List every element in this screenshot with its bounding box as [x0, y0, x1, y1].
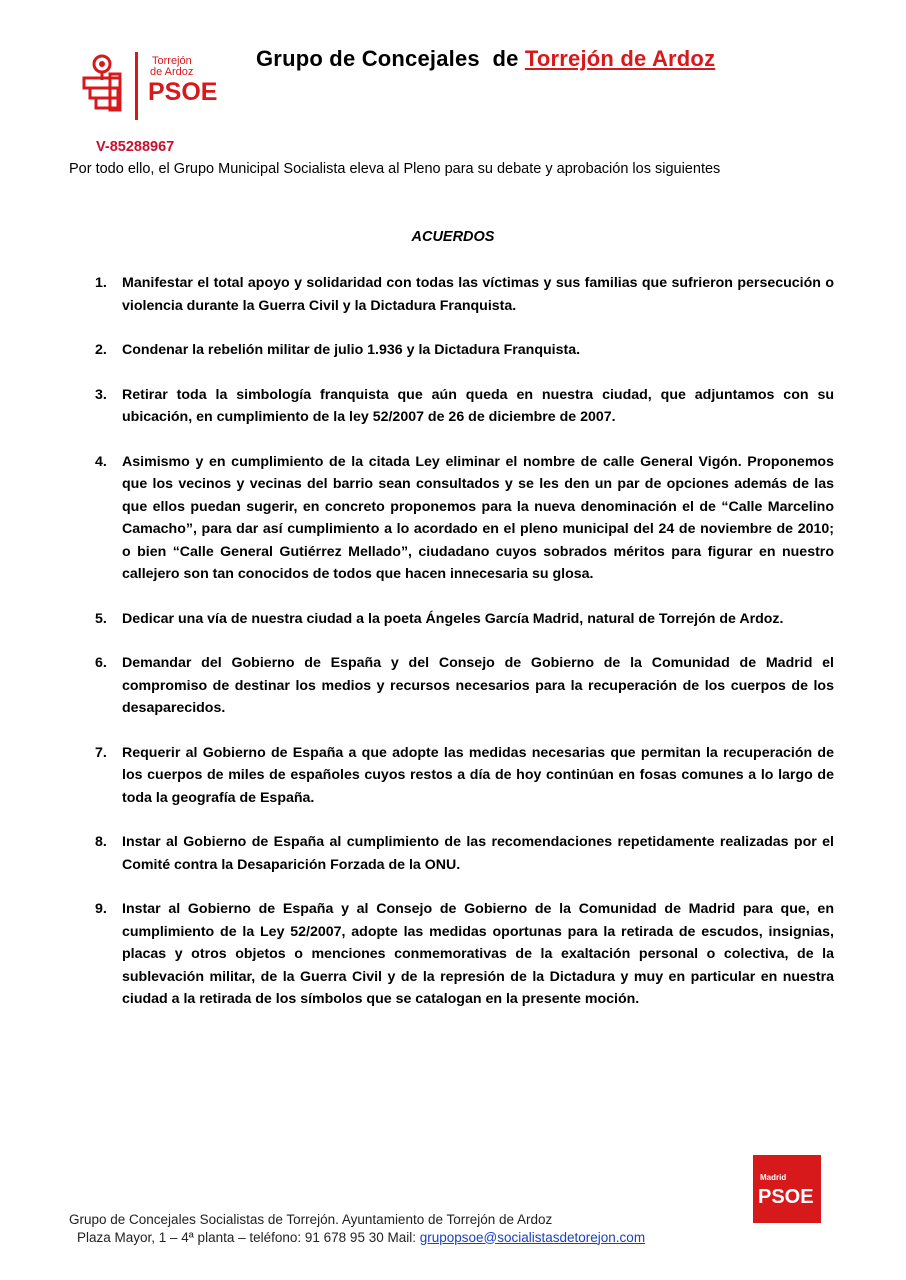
- agreement-text: Condenar la rebelión militar de julio 1.936 y la Dictadura Franquista.: [122, 342, 581, 358]
- bottom-logo-region: Madrid: [760, 1173, 787, 1182]
- agreement-item: [95, 831, 834, 876]
- footer-line2: [69, 1229, 645, 1247]
- agreement-item: [95, 742, 834, 810]
- agreement-number: 6.: [95, 655, 107, 671]
- agreement-item: [95, 608, 834, 631]
- psoe-madrid-logo: [753, 1155, 821, 1223]
- agreement-text: Dedicar una vía de nuestra ciudad a la poeta Ángeles García Madrid, natural de Torrejón de Ardoz.: [122, 610, 784, 627]
- fist-rose-icon: [84, 56, 120, 110]
- agreement-item: [95, 384, 834, 429]
- agreement-item: [95, 451, 834, 586]
- footer-line1: Grupo de Concejales Socialistas de Torrejón. Ayuntamiento de Torrejón de Ardoz: [69, 1212, 553, 1227]
- agreement-item: [95, 652, 834, 720]
- psoe-torrejon-logo: [80, 50, 240, 124]
- agreement-item: [95, 898, 834, 1011]
- agreement-text: Instar al Gobierno de España y al Consejo de Gobierno de la Comunidad de Madrid para que, en cumplimiento de la Ley 52/2007, adopte las medidas oportunas para la retirada de escudos, insignias, placas y otros objetos o menciones conmemorativas de la exaltación personal o colectiva, de la sublevación militar, de la Guerra Civil y de la represión de la Dictadura y muy en particular en nuestra ciudad a la retirada de los símbolos que se catalogan en la presente moción.: [122, 901, 834, 1007]
- agreement-text: Asimismo y en cumplimiento de la citada Ley eliminar el nombre de calle General Vigón. Proponemos que los vecinos y vecinas del barrio sean consultados y se les den un par de opciones además de las que ellos puedan sugerir, en concreto proponemos para la nueva denominación el de “Calle Marcelino Camacho”, para dar así cumplimiento a lo acordado en el pleno municipal del 24 de noviembre de 2010; o bien “Calle General Gutiérrez Mellado”, ciudadano cuyos sobrados méritos para figurar en nuestro callejero son tan conocidos de todos que hacen innecesaria su glosa.: [122, 453, 834, 582]
- section-title: ACUERDOS: [411, 229, 495, 245]
- header-title-city: Torrejón de Ardoz: [524, 46, 716, 71]
- document-code: V-85288967: [96, 139, 175, 155]
- agreement-number: 9.: [95, 901, 107, 917]
- agreement-text: Requerir al Gobierno de España a que adopte las medidas necesarias que permitan la recuperación de los cuerpos de miles de españoles cuyos restos a día de hoy continúan en fosas comunes a lo largo de toda la geografía de España.: [122, 744, 834, 806]
- agreement-item: [95, 272, 834, 317]
- agreement-number: 5.: [95, 610, 107, 627]
- agreement-text: Manifestar el total apoyo y solidaridad con todas las víctimas y sus familias que sufrieron persecución o violencia durante la Guerra Civil y la Dictadura Franquista.: [122, 275, 834, 314]
- footer: [69, 1211, 645, 1246]
- agreement-text: Demandar del Gobierno de España y del Consejo de Gobierno de la Comunidad de Madrid el compromiso de destinar los medios y recursos necesarios para la recuperación de los cuerpos de los desaparecidos.: [122, 655, 834, 716]
- footer-address: Plaza Mayor, 1 – 4ª planta – teléfono: 91 678 95 30 Mail:: [77, 1229, 420, 1245]
- intro-paragraph: Por todo ello, el Grupo Municipal Socialista eleva al Pleno para su debate y aprobación los siguientes: [69, 161, 721, 177]
- agreement-number: 7.: [95, 744, 107, 761]
- footer-email-link[interactable]: grupopsoe@socialistasdetorejon.com: [419, 1229, 646, 1245]
- logo-line1: Torrejón: [152, 55, 192, 67]
- agreement-number: 3.: [95, 386, 107, 403]
- agreements-list: [95, 272, 834, 1033]
- agreement-text: Instar al Gobierno de España al cumplimiento de las recomendaciones repetidamente realizadas por el Comité contra la Desaparición Forzada de la ONU.: [122, 834, 834, 873]
- agreement-number: 1.: [95, 275, 107, 291]
- logo-divider: [135, 52, 138, 120]
- header-title: [256, 46, 715, 72]
- agreement-text: Retirar toda la simbología franquista que aún queda en nuestra ciudad, que adjuntamos con su ubicación, en cumplimiento de la ley 52/2007 de 26 de diciembre de 2007.: [122, 386, 834, 425]
- header-title-prefix: Grupo de Concejales de: [256, 46, 525, 71]
- agreement-number: 2.: [95, 342, 107, 358]
- logo-brand: PSOE: [148, 78, 218, 106]
- agreement-number: 8.: [95, 834, 107, 850]
- logo-line2: de Ardoz: [150, 66, 194, 78]
- agreement-item: [95, 339, 834, 362]
- agreement-number: 4.: [95, 453, 107, 470]
- bottom-logo-brand: PSOE: [758, 1186, 814, 1208]
